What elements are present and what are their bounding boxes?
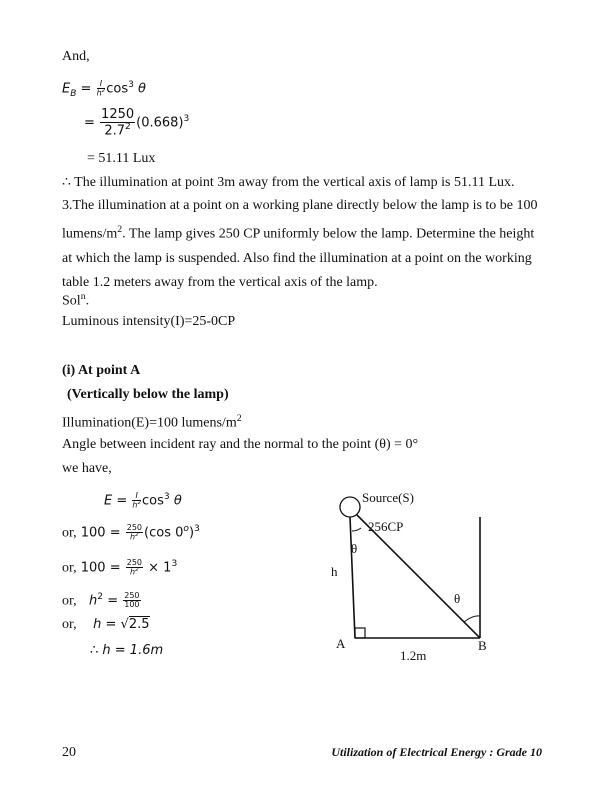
problem-line-2a: lumens/m	[62, 226, 118, 242]
problem-line-2b: . The lamp gives 250 CP uniformly below the lamp. Determine the height	[122, 226, 535, 242]
problem-line-4: table 1.2 meters away from the vertical axis of the lamp.	[62, 274, 378, 290]
eb-cos-sup: 3	[128, 80, 134, 90]
step-4-num: 250	[124, 590, 140, 600]
step-3-lhs: 100 =	[80, 560, 121, 576]
step-6: ∴ h = 1.6m	[90, 643, 164, 658]
problem-line-2	[62, 218, 552, 247]
step-2	[62, 520, 200, 542]
base-length-label: 1.2m	[400, 648, 427, 663]
step-1-num: I	[132, 492, 141, 501]
book-title: Utilization of Electrical Energy : Grade 10	[331, 745, 542, 759]
height-label: h	[331, 564, 338, 579]
solution-label-dot: .	[85, 293, 90, 309]
problem-line-1: 3.The illumination at a point on a working plane directly below the lamp is to be 100	[62, 198, 538, 213]
source-label: Source(S)	[362, 490, 414, 505]
eb-step1-tail: (0.668)	[136, 115, 184, 131]
problem-line-2-sup: 2	[117, 224, 123, 235]
height-line	[350, 517, 358, 638]
eb-frac-num: I	[97, 80, 106, 89]
step-4-fraction	[123, 592, 140, 610]
solution-label-sup: n	[80, 291, 86, 302]
step-3-fraction	[126, 559, 143, 577]
step-2-lhs: 100 =	[80, 525, 121, 541]
step-3-or: or,	[62, 560, 77, 576]
step-5-or: or,	[62, 617, 77, 632]
eb-step1-den-sup: 2	[125, 121, 131, 132]
eb-result: = 51.11 Lux	[87, 151, 156, 166]
theta-arc-b	[464, 616, 480, 622]
step-3-num: 250	[126, 557, 143, 567]
step-1-theta: θ	[173, 493, 182, 509]
step-5	[62, 616, 150, 634]
solution-label-text: Sol	[62, 293, 81, 309]
step-1-den-sup: 2	[137, 500, 142, 506]
step-2-tail-end: )	[188, 525, 195, 541]
problem-line-3: at which the lamp is suspended. Also find the illumination at a point on the working	[62, 250, 532, 266]
luminous-intensity: Luminous intensity(I)=25-0CP	[62, 314, 236, 329]
lamp-diagram	[330, 485, 560, 665]
step-4-den: 100	[124, 600, 140, 610]
step-2-num: 250	[126, 522, 143, 532]
step-3-den: h	[130, 567, 136, 577]
step-2-tail-sup: 3	[194, 524, 200, 534]
eb-fraction	[97, 80, 106, 98]
step-4-lhs: h	[89, 593, 98, 609]
right-angle-marker	[355, 628, 365, 638]
point-a-label: A	[336, 636, 346, 651]
step-1-cos: cos	[142, 493, 164, 509]
step-3	[62, 555, 177, 577]
angle-text: Angle between incident ray and the normal to the point (θ) = 0°	[62, 437, 419, 452]
step-1-den: h	[132, 500, 138, 510]
eb-theta: θ	[138, 81, 147, 97]
eb-eq: =	[80, 81, 92, 97]
solution-label	[62, 288, 89, 311]
theta-right-label: θ	[454, 591, 461, 606]
illumination-a-text: Illumination(E)=100 lumens/m	[62, 415, 237, 431]
step-3-tail-sup: 3	[171, 559, 178, 569]
eb-formula	[62, 76, 146, 103]
eb-cos: cos	[106, 81, 129, 97]
eb-frac-den-sup: 2	[101, 88, 106, 94]
eb-lhs: E	[62, 81, 71, 97]
point-b-label: B	[478, 638, 487, 653]
step-3-tail: × 1	[148, 560, 172, 576]
step-1-lhs: E =	[104, 493, 128, 509]
step-1-fraction	[132, 492, 141, 510]
we-have: we have,	[62, 461, 112, 476]
lamp-source-icon	[340, 497, 360, 517]
step-4-eq: =	[107, 593, 119, 609]
theta-arc-source	[352, 528, 361, 531]
step-4-lhs-sup: 2	[97, 592, 104, 602]
page-number: 20	[62, 745, 76, 760]
sqrt-icon: √	[120, 617, 129, 632]
eb-lhs-sub: B	[70, 88, 77, 99]
step-1-cos-sup: 3	[163, 492, 170, 502]
eb-step1-den: 2.7	[104, 122, 126, 138]
illumination-a	[62, 410, 242, 433]
step-5-root: 2.5	[128, 617, 150, 632]
eb-step1: = $\frac{1250}{2.7^2}$ $(0.668)^3$	[84, 107, 190, 138]
theta-left-label: θ	[351, 541, 358, 556]
step-2-tail: (cos 0	[144, 525, 184, 541]
illumination-a-sup: 2	[236, 413, 242, 424]
step-1	[104, 488, 182, 510]
problem-statement	[62, 194, 552, 295]
step-3-den-sup: 2	[135, 567, 139, 573]
conclusion-text: ∴ The illumination at point 3m away from the vertical axis of lamp is 51.11 Lux.	[62, 175, 515, 190]
eb-step1-tail-sup: 3	[183, 113, 190, 124]
step-2-tail-o: o	[183, 524, 189, 534]
eb-step1-num: 1250	[101, 107, 135, 122]
step-5-lhs: h =	[93, 617, 117, 632]
step-2-or: or,	[62, 525, 77, 541]
step-2-den: h	[130, 532, 136, 542]
section-heading: (i) At point A	[62, 363, 141, 378]
eb-frac-den: h	[96, 88, 102, 98]
step-2-fraction	[126, 524, 143, 542]
eb-step1-fraction	[100, 108, 135, 138]
step-2-den-sup: 2	[135, 532, 139, 538]
step-4-or: or,	[62, 593, 77, 609]
intro-text: And,	[62, 49, 90, 64]
step-4	[62, 588, 142, 610]
cp-label: 256CP	[368, 519, 404, 534]
section-subheading: (Vertically below the lamp)	[67, 387, 229, 402]
